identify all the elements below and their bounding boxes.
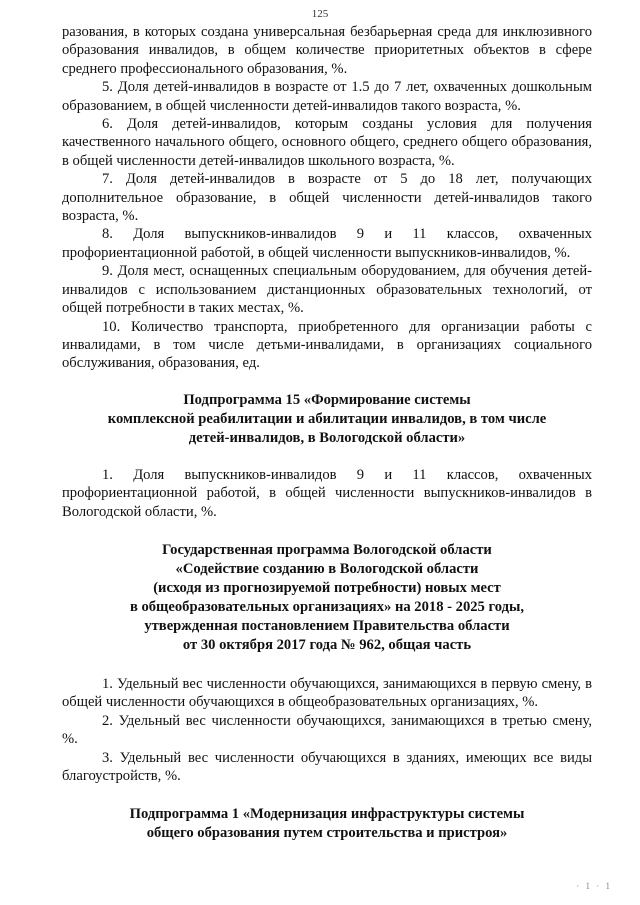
section-heading-state-program — [62, 541, 592, 655]
list-item: 9. Доля мест, оснащенных специальным оборудованием, для обучения детей-инвалидов с использованием дистанционных образовательных технологий, от общей потребности в таких местах, %. — [62, 263, 592, 317]
heading-line: в общеобразовательных организациях» на 2018 - 2025 годы, — [129, 598, 525, 615]
list-item: 3. Удельный вес численности обучающихся в зданиях, имеющих все виды благоустройств, %. — [62, 749, 592, 784]
heading-line: общего образования путем строительства и пристроя» — [146, 825, 508, 842]
heading-line: (исходя из прогнозируемой потребности) новых мест — [153, 579, 501, 596]
document-body — [62, 23, 592, 843]
list-item: 7. Доля детей-инвалидов в возрасте от 5 до 18 лет, получающих дополнительное образование, в общей численности детей-инвалидов такого возраста, %. — [62, 171, 592, 225]
section-heading-subprogram-1 — [62, 805, 592, 843]
paragraph-continued: разования, в которых создана универсальная безбарьерная среда для инклюзивного образования инвалидов, в общем количестве приоритетных объектов в сфере среднего профессионального образования, %. — [62, 24, 592, 77]
list-item: 1. Доля выпускников-инвалидов 9 и 11 классов, охваченных профориентационной работой, в общей численности выпускников-инвалидов в Вологодской области, %. — [62, 466, 592, 520]
list-item: 8. Доля выпускников-инвалидов 9 и 11 классов, охваченных профориентационной работой, в общей численности выпускников-инвалидов, %. — [62, 226, 592, 261]
heading-line: комплексной реабилитации и абилитации инвалидов, в том числе — [107, 410, 547, 427]
section-heading-subprogram-15 — [62, 391, 592, 448]
heading-line: «Содействие созданию в Вологодской области — [175, 560, 479, 577]
list-item: 6. Доля детей-инвалидов, которым созданы условия для получения качественного начального общего, основного общего, среднего общего образования, в общей численности детей-инвалидов школьного возраста, %. — [62, 116, 592, 169]
scan-mark: · 1 · 1 — [576, 881, 612, 891]
page-number: 125 — [311, 8, 329, 20]
list-item: 5. Доля детей-инвалидов в возрасте от 1.5 до 7 лет, охваченных дошкольным образованием, в общей численности детей-инвалидов такого возраста, %. — [62, 79, 592, 114]
heading-line: утвержденная постановлением Правительства области — [144, 617, 510, 634]
heading-line: от 30 октября 2017 года № 962, общая часть — [182, 636, 472, 653]
heading-line: Подпрограмма 15 «Формирование системы — [183, 391, 471, 408]
list-item: 1. Удельный вес численности обучающихся, занимающихся в первую смену, в общей численности обучающихся в общеобразовательных организациях, %. — [62, 675, 592, 711]
heading-line: детей-инвалидов, в Вологодской области» — [188, 429, 466, 446]
list-item: 10. Количество транспорта, приобретенного для организации работы с инвалидами, в том числе детьми-инвалидами, в организациях социального обслуживания, образования, ед. — [62, 318, 592, 372]
list-item: 2. Удельный вес численности обучающихся, занимающихся в третью смену, %. — [62, 712, 592, 748]
heading-line: Подпрограмма 1 «Модернизация инфраструктуры системы — [129, 806, 525, 823]
heading-line: Государственная программа Вологодской области — [162, 541, 492, 558]
